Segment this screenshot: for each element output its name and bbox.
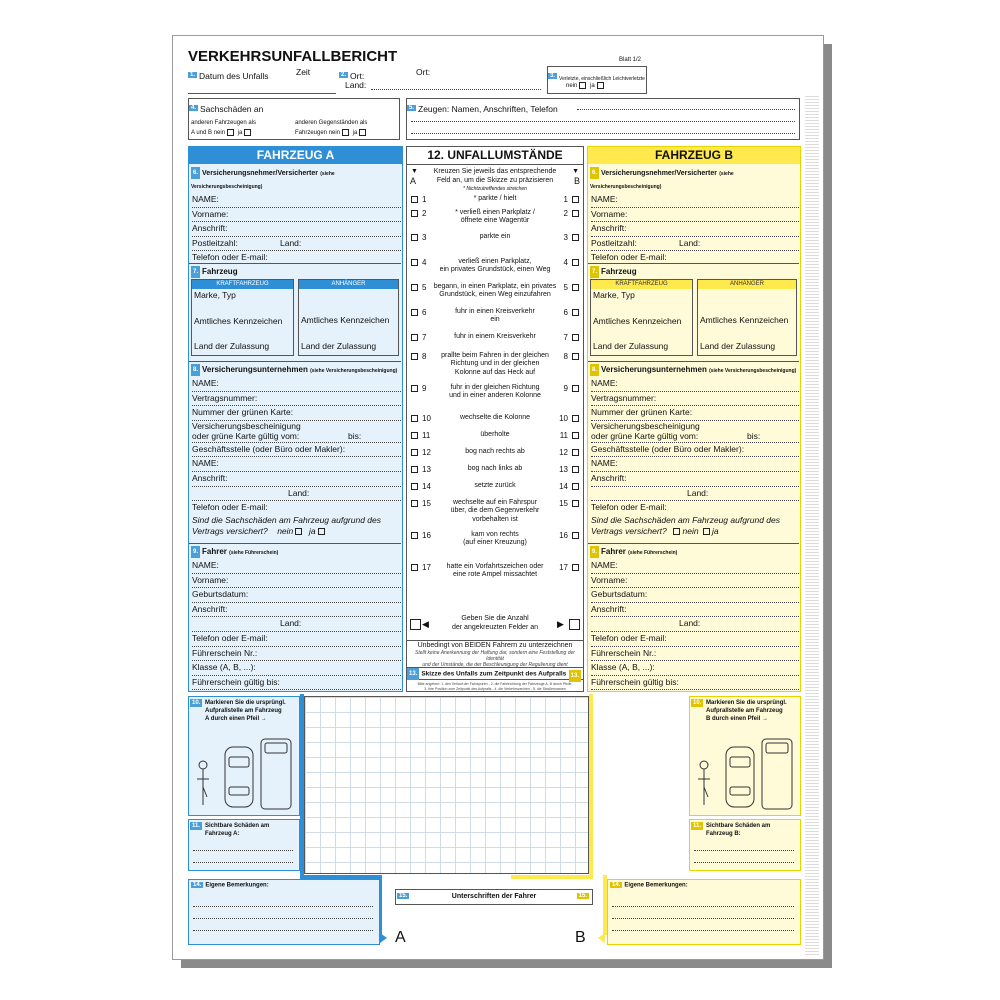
- vehicle-b-driver-phone[interactable]: Telefon oder E-mail:: [591, 632, 799, 647]
- circumstances-list: [407, 194, 583, 614]
- circumstance-number-b: 7: [563, 332, 568, 342]
- circumstance-text: ein privates Grundstück, einen Weg: [439, 266, 551, 273]
- circumstance-number-b: 9: [563, 383, 568, 393]
- vehicle-a-agency-phone[interactable]: Telefon oder E-mail:: [192, 502, 268, 513]
- vehicle-a-driver-phone[interactable]: Telefon oder E-mail:: [192, 632, 401, 647]
- vehicle-b-make-model[interactable]: Marke, Typ: [593, 290, 635, 300]
- count-row: ◀ Geben Sie die Anzahl der angekreuzten Felder an ▶: [407, 611, 583, 637]
- circumstance-12-b-checkbox[interactable]: [572, 449, 579, 456]
- circumstance-text: fuhr in einen Kreisverkehr: [455, 307, 535, 315]
- circumstance-number-a: 12: [422, 447, 431, 457]
- circumstance-number-b: 3: [563, 232, 568, 242]
- injured-no-checkbox[interactable]: [579, 82, 586, 89]
- circumstance-text: über, die dem Gegenverkehr: [450, 507, 540, 514]
- circumstance-number-a: 17: [422, 562, 431, 572]
- circumstance-number-a: 4: [422, 257, 427, 267]
- circumstance-number-b: 10: [559, 413, 568, 423]
- vehicle-b-section-7: 7. Fahrzeug KRAFTFAHRZEUG Marke, Typ Amtliches Kennzeichen Land der Zulassung ANHÄNGER Amtliches Kennzeichen Land der Zulassung: [588, 263, 799, 357]
- circumstance-number-a: 13: [422, 464, 431, 474]
- damage-objects-no-checkbox[interactable]: [342, 129, 349, 136]
- circumstances-column: 12. UNFALLUMSTÄNDE ▼ ▼ Kreuzen Sie jeweils das entsprechende Feld an, um die Skizze zu präzisieren * Nichtzutreffendes streichen A B 1 * parkte / hielt 1 2 * verließ einen Parkplatz / öffnete eine Wagentür 2 3 parkte ein 3 4 verließ einen Parkplatz, ein privates Grundstück, einen Weg 4 5 begann, in einen Parkplatz, ein privates Grundstück, einen Weg einzufahren 5 6 fuhr in einen Kreisverkehr ein 6 7 fuhr in einem Kreisverkehr 7 8 prallte beim Fahren in der gleichen Richtung und in der gleichen Kolonne auf das Heck auf 8 9 fuhr in der gleichen Richtung und in einer anderen Kolonne 9 10 wechselte die Kolonne 10 11 überholte 11 12 bog nach rechts ab 12 13 bog nach links ab 13 14 setzte zurück 14 15 wechselte auf ein Fahrspur über, die dem Gegenverkehr vorbehalten ist 15 16 kam von rechts (auf einer Kreuzung) 16 17 hatte ein Vorfahrtszeichen oder eine rote Ampel missachtet 17 ◀ Geben Sie die Anzahl der angekreuzten Felder an ▶ Unbedingt von BEIDEN Fahrern zu unterzeichnen Stellt keine Anerkennung der Haftung dar, sondern eine Feststellung der Identität und der Umstände, die der Beschleunigung der Regulierung dient 13. Skizze des Unfalls zum Zeitpunkt des Aufpralls 13. Bitte angeben: 1. den Verlauf der Fahrspuren - 2. die Fahrtrichtung der Fahrzeuge A, B durch Pfeile, 3. ihre Position zum Zeitpunkt des Aufpralls - 4. die Verkehrszeichen - 5. die Straßennamen: [406, 146, 584, 692]
- vehicle-a-agency[interactable]: Geschäftsstelle (oder Büro oder Makler):: [192, 443, 401, 458]
- vehicle-a-column: [188, 146, 403, 692]
- circumstance-number-b: 8: [563, 351, 568, 361]
- vehicle-b-agency-address[interactable]: Anschrift:: [591, 472, 799, 487]
- circumstance-text: prallte beim Fahren in der gleichen: [441, 351, 549, 359]
- vehicle-b-policyholder-address[interactable]: Anschrift:: [591, 222, 799, 237]
- circumstance-10-a-checkbox[interactable]: [411, 415, 418, 422]
- vehicle-a-driver-birthdate[interactable]: Geburtsdatum:: [192, 588, 401, 603]
- circumstance-8-a-checkbox[interactable]: [411, 353, 418, 360]
- field-4-damage: 4. Sachschäden an anderen Fahrzeugen als A und B nein ja anderen Gegenständen als Fahrzeugen nein ja: [188, 98, 400, 140]
- circumstance-number-b: 17: [559, 562, 568, 572]
- circumstance-9-a-checkbox[interactable]: [411, 385, 418, 392]
- vehicle-b-trailer-plate[interactable]: Amtliches Kennzeichen: [700, 315, 789, 325]
- vehicle-b-policyholder-phone[interactable]: Telefon oder E-mail:: [591, 252, 667, 263]
- circumstance-number-b: 16: [559, 530, 568, 540]
- vehicle-a-outline-icon: [193, 737, 297, 812]
- circumstance-1-b-checkbox[interactable]: [572, 196, 579, 203]
- circumstance-text: Kolonne auf das Heck auf: [454, 368, 536, 376]
- circumstance-5-b-checkbox[interactable]: [572, 284, 579, 291]
- circumstance-3-b-checkbox[interactable]: [572, 234, 579, 241]
- circumstance-text: Richtung und in der gleichen: [450, 360, 540, 367]
- section-13-header: 13. Skizze des Unfalls zum Zeitpunkt des Aufpralls 13.: [407, 667, 583, 680]
- vehicle-a-policy-number[interactable]: Vertragsnummer:: [192, 392, 401, 407]
- vehicle-a-driver-name[interactable]: NAME:: [192, 559, 401, 574]
- circumstance-text: verließ einen Parkplatz,: [458, 257, 532, 265]
- circumstance-text: bog nach links ab: [467, 464, 523, 472]
- vehicle-a-license-valid[interactable]: Führerschein gültig bis:: [192, 676, 401, 691]
- circumstance-text: begann, in einen Parkplatz, ein privates: [433, 282, 557, 290]
- vehicle-b-registration-country[interactable]: Land der Zulassung: [593, 341, 669, 352]
- circumstance-text: parkte ein: [479, 232, 511, 240]
- circumstances-title: 12. UNFALLUMSTÄNDE: [407, 147, 583, 165]
- vehicle-b-agency[interactable]: Geschäftsstelle (oder Büro oder Makler):: [591, 443, 799, 458]
- circumstance-number-b: 15: [559, 498, 568, 508]
- vehicle-a-policyholder-phone[interactable]: Telefon oder E-mail:: [192, 252, 268, 263]
- vehicle-b-postcode[interactable]: Postleitzahl:: [591, 237, 637, 248]
- circumstance-text: wechselte auf ein Fahrspur: [452, 498, 538, 506]
- field-2-place[interactable]: 2. Ort: Ort: Land:: [339, 66, 545, 94]
- circumstance-number-a: 5: [422, 282, 427, 292]
- vehicle-a-insurer-name[interactable]: NAME:: [192, 377, 401, 392]
- circumstance-text: setzte zurück: [474, 481, 516, 489]
- circumstance-15-b-checkbox[interactable]: [572, 500, 579, 507]
- fine-print-strip: [805, 96, 819, 956]
- circumstance-number-b: 4: [563, 257, 568, 267]
- circumstance-text: * parkte / hielt: [473, 194, 517, 202]
- circumstance-number-a: 7: [422, 332, 427, 342]
- circumstance-number-b: 6: [563, 307, 568, 317]
- circumstance-7-b-checkbox[interactable]: [572, 334, 579, 341]
- vehicle-a-make-model[interactable]: Marke, Typ: [194, 290, 236, 300]
- damage-vehicles-yes-checkbox[interactable]: [244, 129, 251, 136]
- circumstance-text: kam von rechts: [471, 530, 519, 538]
- vehicle-a-driver-address[interactable]: Anschrift:: [192, 603, 401, 618]
- circumstance-number-a: 14: [422, 481, 431, 491]
- circumstance-number-a: 3: [422, 232, 427, 242]
- vehicle-b-column: [587, 146, 801, 692]
- vehicle-a-policyholder-address[interactable]: Anschrift:: [192, 222, 401, 237]
- field-1-date[interactable]: 1. Datum des Unfalls Zeit: [188, 66, 336, 94]
- vehicle-b-remarks[interactable]: 14. Eigene Bemerkungen:: [607, 879, 801, 945]
- circumstance-number-b: 5: [563, 282, 568, 292]
- vehicle-a-trailer-plate[interactable]: Amtliches Kennzeichen: [301, 315, 390, 325]
- vehicle-b-trailer-country[interactable]: Land der Zulassung: [700, 340, 776, 351]
- form-title: VERKEHRSUNFALLBERICHT: [188, 48, 398, 65]
- circumstance-17-b-checkbox[interactable]: [572, 564, 579, 571]
- field-5-witnesses[interactable]: 5. Zeugen: Namen, Anschriften, Telefon: [406, 98, 800, 140]
- circumstance-9-b-checkbox[interactable]: [572, 385, 579, 392]
- vehicle-b-policy-number[interactable]: Vertragsnummer:: [591, 392, 799, 407]
- vehicle-b-corner-arrow: [598, 933, 605, 943]
- circumstance-5-a-checkbox[interactable]: [411, 284, 418, 291]
- vehicle-a-section-9: 9. Fahrer (siehe Führerschein) NAME: Vorname: Geburtsdatum: Anschrift: Land: Telefon oder E-mail: Führerschein Nr.: Klasse (A, B, ...): Führerschein gültig bis:: [189, 543, 401, 691]
- vehicle-a-valid-from[interactable]: oder grüne Karte gültig vom:: [192, 430, 300, 441]
- vehicle-a-trailer-country[interactable]: Land der Zulassung: [301, 340, 377, 351]
- circumstance-number-b: 14: [559, 481, 568, 491]
- vehicle-a-title: FAHRZEUG A: [189, 147, 402, 164]
- circumstance-16-a-checkbox[interactable]: [411, 532, 418, 539]
- circumstance-text: vorbehalten ist: [472, 515, 518, 523]
- circumstance-number-b: 12: [559, 447, 568, 457]
- damage-objects-yes-checkbox[interactable]: [359, 129, 366, 136]
- circumstance-text: Grundstück, einen Weg einzufahren: [439, 291, 551, 298]
- vehicle-a-agency-address[interactable]: Anschrift:: [192, 472, 401, 487]
- circumstance-number-a: 8: [422, 351, 427, 361]
- circumstance-number-a: 6: [422, 307, 427, 317]
- circumstance-text: öffnete eine Wagentür: [460, 217, 530, 224]
- circumstance-12-a-checkbox[interactable]: [411, 449, 418, 456]
- vehicle-b-section-8: 8. Versicherungsunternehmen (siehe Versicherungsbescheinigung) NAME: Vertragsnummer: Nummer der grünen Karte: Versicherungsbescheinigung oder grüne Karte gültig vom: bis: Geschäftsstelle (oder Büro oder Makler): NAME: Anschrift: Land: Telefon oder E-mail: Sind die Sachschäden am Fahrzeug aufgrund des Vertrags versichert? nein ja: [588, 361, 799, 539]
- vehicle-a-license-class[interactable]: Klasse (A, B, ...):: [192, 661, 401, 676]
- vehicle-b-plate[interactable]: Amtliches Kennzeichen: [593, 315, 682, 326]
- circumstance-text: hatte ein Vorfahrtszeichen oder: [446, 562, 544, 570]
- vehicle-b-agency-phone[interactable]: Telefon oder E-mail:: [591, 502, 667, 513]
- circumstance-text: bog nach rechts ab: [465, 447, 525, 455]
- vehicle-b-green-card-number[interactable]: Nummer der grünen Karte:: [591, 406, 799, 421]
- circumstance-number-b: 13: [559, 464, 568, 474]
- vehicle-b-section-10[interactable]: 10. Markieren Sie die ursprüngl. Aufprallstelle am Fahrzeug B durch einen Pfeil →: [689, 696, 801, 816]
- vehicle-a-license-number[interactable]: Führerschein Nr.:: [192, 647, 401, 662]
- circumstance-4-b-checkbox[interactable]: [572, 259, 579, 266]
- signatures-box[interactable]: 15. Unterschriften der Fahrer 15.: [395, 889, 593, 905]
- circumstance-text: ein: [490, 316, 500, 323]
- vehicle-b-driver-address[interactable]: Anschrift:: [591, 603, 799, 618]
- injured-yes-checkbox[interactable]: [597, 82, 604, 89]
- circumstance-17-a-checkbox[interactable]: [411, 564, 418, 571]
- vehicle-a-green-card-number[interactable]: Nummer der grünen Karte:: [192, 406, 401, 421]
- vehicle-b-license-valid[interactable]: Führerschein gültig bis:: [591, 676, 799, 691]
- circumstance-7-a-checkbox[interactable]: [411, 334, 418, 341]
- vehicle-b-driver-name[interactable]: NAME:: [591, 559, 799, 574]
- vehicle-b-valid-from[interactable]: oder grüne Karte gültig vom:: [591, 430, 699, 441]
- circumstance-number-b: 11: [559, 430, 568, 440]
- vehicle-b-policyholder-name[interactable]: NAME:: [591, 193, 799, 208]
- circumstance-14-a-checkbox[interactable]: [411, 483, 418, 490]
- vehicle-a-insured-yes-checkbox[interactable]: [318, 528, 325, 535]
- circumstance-15-a-checkbox[interactable]: [411, 500, 418, 507]
- circumstance-text: fuhr in einem Kreisverkehr: [454, 332, 536, 340]
- circumstance-2-b-checkbox[interactable]: [572, 210, 579, 217]
- vehicle-a-agency-name[interactable]: NAME:: [192, 457, 401, 472]
- vehicle-b-title: FAHRZEUG B: [588, 147, 800, 164]
- circumstance-14-b-checkbox[interactable]: [572, 483, 579, 490]
- circumstance-2-a-checkbox[interactable]: [411, 210, 418, 217]
- circumstance-text: fuhr in der gleichen Richtung: [450, 383, 540, 391]
- circumstance-number-a: 11: [422, 430, 431, 440]
- vehicle-a-remarks[interactable]: 14. Eigene Bemerkungen:: [188, 879, 380, 945]
- vehicle-b-section-6: 6. Versicherungsnehmer/Versicherter (siehe Versicherungsbescheinigung) NAME: Vorname: Anschrift: Postleitzahl: Land: Telefon oder E-mail:: [588, 167, 799, 259]
- vehicle-a-policyholder-firstname[interactable]: Vorname:: [192, 208, 401, 223]
- circumstance-number-a: 9: [422, 383, 427, 393]
- vehicle-a-section-8: 8. Versicherungsunternehmen (siehe Versicherungsbescheinigung) NAME: Vertragsnummer: Nummer der grünen Karte: Versicherungsbescheinigung oder grüne Karte gültig vom: bis: Geschäftsstelle (oder Büro oder Makler): NAME: Anschrift: Land: Telefon oder E-mail: Sind die Sachschäden am Fahrzeug aufgrund des Vertrags versichert? nein ja: [189, 361, 401, 539]
- vehicle-a-plate[interactable]: Amtliches Kennzeichen: [194, 315, 283, 326]
- circumstance-11-b-checkbox[interactable]: [572, 432, 579, 439]
- vehicle-a-postcode[interactable]: Postleitzahl:: [192, 237, 238, 248]
- circumstance-text: eine rote Ampel missachtet: [452, 571, 538, 578]
- count-b-box[interactable]: [569, 619, 580, 630]
- circumstance-text: wechselte die Kolonne: [459, 413, 531, 421]
- circumstance-text: * verließ einen Parkplatz /: [455, 208, 535, 216]
- circumstance-number-a: 10: [422, 413, 431, 423]
- vehicle-a-section-7: 7. Fahrzeug KRAFTFAHRZEUG Marke, Typ Amtliches Kennzeichen Land der Zulassung ANHÄNGER Amtliches Kennzeichen Land der Zulassung: [189, 263, 401, 357]
- vehicle-b-license-number[interactable]: Führerschein Nr.:: [591, 647, 799, 662]
- vehicle-a-policyholder-name[interactable]: NAME:: [192, 193, 401, 208]
- vehicle-b-insured-yes-checkbox[interactable]: [703, 528, 710, 535]
- circumstance-number-b: 1: [563, 194, 568, 204]
- vehicle-b-driver-birthdate[interactable]: Geburtsdatum:: [591, 588, 799, 603]
- circumstance-4-a-checkbox[interactable]: [411, 259, 418, 266]
- vehicle-a-corner-arrow: [380, 933, 387, 943]
- circumstance-number-a: 1: [422, 194, 427, 204]
- damage-vehicles-no-checkbox[interactable]: [227, 129, 234, 136]
- vehicle-b-section-9: 9. Fahrer (siehe Führerschein) NAME: Vorname: Geburtsdatum: Anschrift: Land: Telefon oder E-mail: Führerschein Nr.: Klasse (A, B, ...): Führerschein gültig bis:: [588, 543, 799, 691]
- circumstance-number-a: 16: [422, 530, 431, 540]
- circumstance-text: und in einer anderen Kolonne: [449, 392, 541, 399]
- vehicle-a-corner-label: A: [395, 929, 406, 946]
- circumstance-3-a-checkbox[interactable]: [411, 234, 418, 241]
- circumstance-text: überholte: [480, 430, 510, 438]
- circumstance-6-b-checkbox[interactable]: [572, 309, 579, 316]
- accident-sketch-area[interactable]: [304, 696, 589, 874]
- vehicle-a-insured-no-checkbox[interactable]: [295, 528, 302, 535]
- vehicle-b-license-class[interactable]: Klasse (A, B, ...):: [591, 661, 799, 676]
- circumstance-number-b: 2: [563, 208, 568, 218]
- circumstance-number-a: 15: [422, 498, 431, 508]
- vehicle-b-insured-no-checkbox[interactable]: [673, 528, 680, 535]
- circumstance-10-b-checkbox[interactable]: [572, 415, 579, 422]
- vehicle-b-agency-name[interactable]: NAME:: [591, 457, 799, 472]
- vehicle-a-driver-firstname[interactable]: Vorname:: [192, 574, 401, 589]
- vehicle-b-insurer-name[interactable]: NAME:: [591, 377, 799, 392]
- accident-report-form: [172, 35, 824, 960]
- vehicle-b-outline-icon: [694, 737, 798, 812]
- vehicle-b-driver-firstname[interactable]: Vorname:: [591, 574, 799, 589]
- vehicle-b-section-11[interactable]: 11. Sichtbare Schäden am Fahrzeug B:: [689, 819, 801, 871]
- vehicle-a-section-10[interactable]: 10. Markieren Sie die ursprüngl. Aufprallstelle am Fahrzeug A durch einen Pfeil →: [188, 696, 300, 816]
- circumstance-6-a-checkbox[interactable]: [411, 309, 418, 316]
- circumstance-text: (auf einer Kreuzung): [463, 539, 527, 546]
- circumstance-16-b-checkbox[interactable]: [572, 532, 579, 539]
- vehicle-a-section-11[interactable]: 11. Sichtbare Schäden am Fahrzeug A:: [188, 819, 300, 871]
- circumstance-number-a: 2: [422, 208, 427, 218]
- count-a-box[interactable]: [410, 619, 421, 630]
- vehicle-b-policyholder-firstname[interactable]: Vorname:: [591, 208, 799, 223]
- vehicle-b-corner-label: B: [575, 929, 586, 946]
- circumstance-13-a-checkbox[interactable]: [411, 466, 418, 473]
- vehicle-a-registration-country[interactable]: Land der Zulassung: [194, 341, 270, 352]
- field-3-injured[interactable]: 3.Verletzte, einschließlich Leichtverletzte nein ja: [547, 66, 647, 94]
- circumstance-8-b-checkbox[interactable]: [572, 353, 579, 360]
- sheet-number: Blatt 1/2: [619, 57, 642, 63]
- circumstance-1-a-checkbox[interactable]: [411, 196, 418, 203]
- circumstance-13-b-checkbox[interactable]: [572, 466, 579, 473]
- circumstance-11-a-checkbox[interactable]: [411, 432, 418, 439]
- vehicle-a-section-6: 6. Versicherungsnehmer/Versicherter (siehe Versicherungsbescheinigung) NAME: Vorname: Anschrift: Postleitzahl: Land: Telefon oder E-mail:: [189, 167, 401, 259]
